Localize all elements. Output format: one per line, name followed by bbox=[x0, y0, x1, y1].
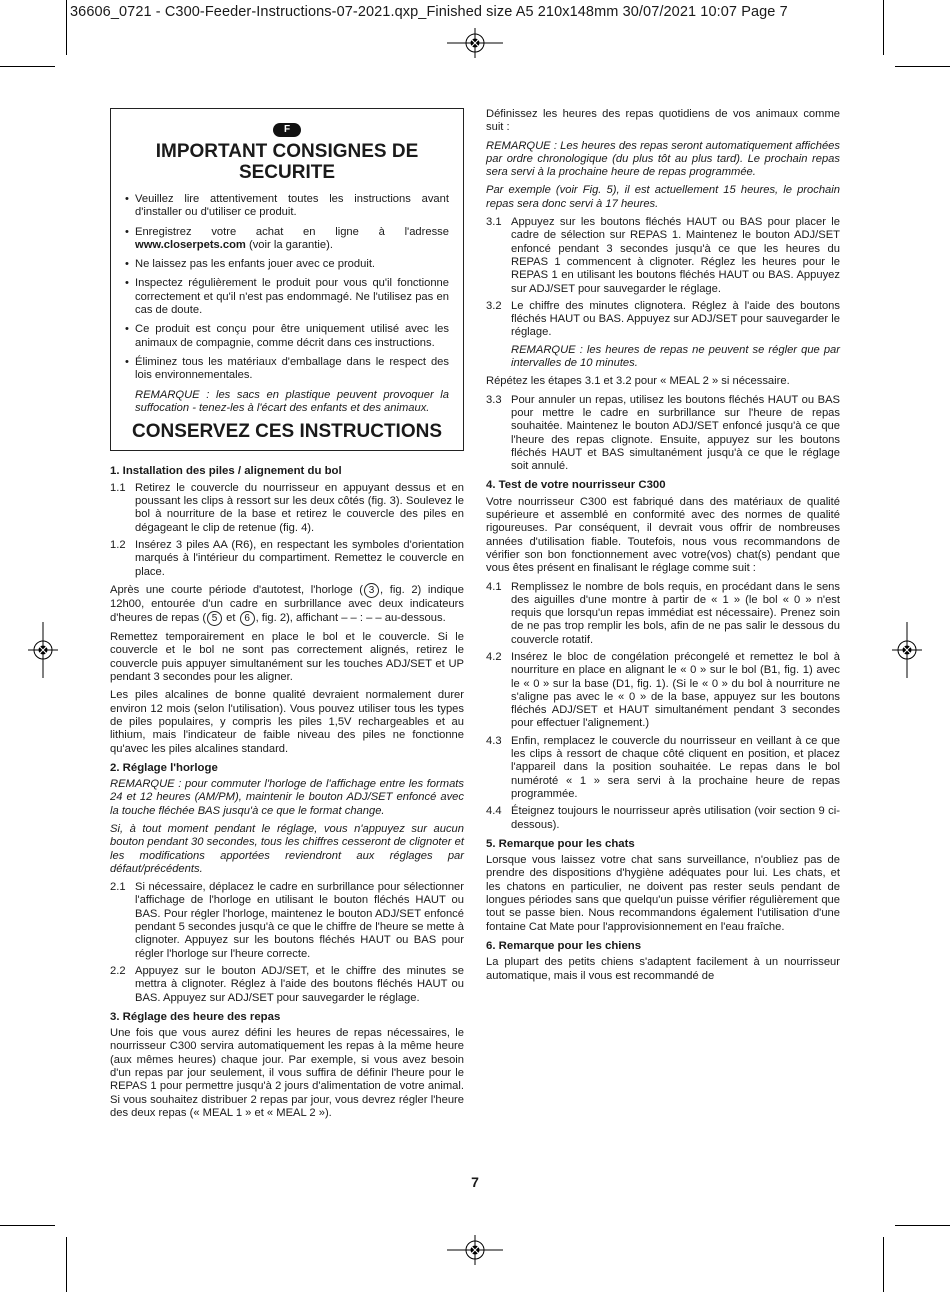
note: REMARQUE : les heures de repas ne peuvent se régler que par intervalles de 10 minutes. bbox=[511, 343, 840, 370]
note: REMARQUE : Les heures des repas seront automatiquement affichées par ordre chronologique (du plus tôt au plus tard). Le prochain repas sera servi à la prochaine heure de repas programmée. bbox=[486, 139, 840, 179]
safety-footer: CONSERVEZ CES INSTRUCTIONS bbox=[131, 421, 443, 443]
callout-number: 3 bbox=[364, 583, 379, 598]
safety-box bbox=[110, 108, 464, 451]
note: Par exemple (voir Fig. 5), il est actuellement 15 heures, le prochain repas sera donc servi à 17 heures. bbox=[486, 184, 840, 210]
crop-mark bbox=[895, 66, 950, 67]
numbered-item: 4.4 Éteignez toujours le nourrisseur après utilisation (voir section 9 ci-dessous). bbox=[486, 805, 840, 831]
print-slug: 36606_0721 - C300-Feeder-Instructions-07-2021.qxp_Finished size A5 210x148mm 30/07/2021 10:07 Page 7 bbox=[70, 4, 788, 20]
list-item: • Ne laissez pas les enfants jouer avec ce produit. bbox=[125, 258, 449, 271]
crop-mark bbox=[66, 1237, 67, 1292]
paragraph: Remettez temporairement en place le bol et le couvercle. Si le couvercle et le bol ne sont pas correctement alignés, retirez le couvercle puis appuyer simultanément sur les touches ADJ/SET et UP pendant 3 secondes pour les aligner. bbox=[110, 631, 464, 684]
crop-mark bbox=[0, 1225, 55, 1226]
list-item: • Ce produit est conçu pour être uniquement utilisé avec les animaux de compagnie, comme décrit dans ces instructions. bbox=[125, 323, 449, 350]
numbered-item: 3.3 Pour annuler un repas, utilisez les boutons fléchés HAUT ou BAS pour mettre le cadre en surbrillance sur l'heure de repas souhaitée. Maintenez le bouton ADJ/SET enfoncé jusqu'à ce que l'heure des repas clignote. Ensuite, appuyez sur les boutons fléchés HAUT et BAS simultanément jusqu'à ce que le réglage soit annulé. bbox=[486, 393, 840, 473]
list-item: • Inspectez régulièrement le produit pour vous qu'il fonctionne correctement et qu'il n'est pas endommagé. Ne l'utilisez pas en cas de doute. bbox=[125, 277, 449, 317]
registration-mark-icon bbox=[892, 622, 922, 678]
crop-mark bbox=[895, 1225, 950, 1226]
paragraph: La plupart des petits chiens s'adaptent facilement à un nourrisseur automatique, mais il vous est recommandé de bbox=[486, 956, 840, 982]
numbered-item: 3.1 Appuyez sur les boutons fléchés HAUT ou BAS pour placer le cadre de sélection sur REPAS 1. Maintenez le bouton ADJ/SET enfoncé pendant 3 secondes jusqu'à ce que les heures du REPAS 1 commencent à clignoter. Réglez les heures pour le REPAS 1 en utilisant les boutons fléchés HAUT ou BAS. Appuyez sur ADJ/SET pour sauvegarder le réglage. bbox=[486, 216, 840, 295]
language-badge: F bbox=[273, 123, 301, 137]
safety-note: REMARQUE : les sacs en plastique peuvent provoquer la suffocation - tenez-les à l'écart des enfants et des animaux. bbox=[135, 388, 449, 414]
numbered-item: 1.1 Retirez le couvercle du nourrisseur en appuyant dessus et en poussant les clips à ressort sur les deux côtés (fig. 3). Soulevez le bol à nourriture de la base et retirez le couvercle des piles en dégageant le clip de retenue (fig. 4). bbox=[110, 481, 464, 534]
list-item: • Enregistrez votre achat en ligne à l'adresse www.closerpets.com (voir la garantie). bbox=[125, 226, 449, 253]
paragraph: Votre nourrisseur C300 est fabriqué dans des matériaux de qualité supérieure et assemblé en conformité avec des normes de qualité rigoureuses. Par conséquent, il devrait vous offrir de nombreuses années d'utilisation fiable. Toutefois, nous vous recommandons de vérifier son bon fonctionnement avec votre(vos) chat(s) pendant que vous êtes présent en finalisant le réglage comme suit : bbox=[486, 495, 840, 575]
note: Si, à tout moment pendant le réglage, vous n'appuyez sur aucun bouton pendant 30 secondes, tous les chiffres cesseront de clignoter et les modifications apportées reviendront aux réglages par défaut/précédents. bbox=[110, 822, 464, 875]
paragraph: Les piles alcalines de bonne qualité devraient normalement durer environ 12 mois (selon l'utilisation). Vous pouvez utiliser tous les types de piles populaires, y compris les piles 1,5V rechargeables et au lithium, mais l'indicateur de faible niveau des piles ne fonctionne qu'avec les piles alcalines standard. bbox=[110, 689, 464, 755]
list-item: • Veuillez lire attentivement toutes les instructions avant d'installer ou d'utiliser ce produit. bbox=[125, 193, 449, 220]
page-number: 7 bbox=[471, 1174, 479, 1190]
crop-mark bbox=[0, 66, 55, 67]
callout-number: 6 bbox=[240, 611, 255, 626]
note: REMARQUE : pour commuter l'horloge de l'affichage entre les formats 24 et 12 heures (AM/PM), maintenir le bouton ADJ/SET enfoncé avec la touche fléchée BAS jusqu'à ce que le format change. bbox=[110, 778, 464, 817]
section-title: 1. Installation des piles / alignement du bol bbox=[110, 465, 342, 478]
crop-mark bbox=[883, 0, 884, 55]
numbered-item: 2.2 Appuyez sur le bouton ADJ/SET, et le chiffre des minutes se mettra à clignoter. Réglez à l'aide des boutons fléchés HAUT ou BAS. Appuyez sur ADJ/SET pour sauvegarder le réglage. bbox=[110, 964, 464, 1004]
paragraph: Définissez les heures des repas quotidiens de vos animaux comme suit : bbox=[486, 108, 840, 134]
registration-mark-icon bbox=[447, 28, 503, 58]
numbered-item: 4.1 Remplissez le nombre de bols requis, en procédant dans le sens des aiguilles d'une montre à partir de « 1 » (le bol « 0 » n'est requis que lorsqu'un repas immédiat est nécessaire). Prenez soin de ne pas trop remplir les bols, afin de ne pas salir le dessous du couvercle rotatif. bbox=[486, 580, 840, 646]
section-title: 2. Réglage l'horloge bbox=[110, 761, 218, 774]
numbered-item: 4.3 Enfin, remplacez le couvercle du nourrisseur en veillant à ce que les clips à ressort de chaque côté cliquent en position, et placez l'appareil dans la position souhaitée. Le repas dans le bol numéroté « 1 » sera servi à la prochaine heure de repas programmée. bbox=[486, 734, 840, 800]
website-link: www.closerpets.com bbox=[135, 238, 246, 251]
section-title: 5. Remarque pour les chats bbox=[486, 837, 635, 850]
section-title: 4. Test de votre nourrisseur C300 bbox=[486, 479, 666, 492]
callout-number: 5 bbox=[207, 611, 222, 626]
right-column bbox=[486, 108, 840, 988]
registration-mark-icon bbox=[447, 1235, 503, 1265]
safety-title: IMPORTANT CONSIGNES DE SECURITE bbox=[155, 141, 419, 183]
registration-mark-icon bbox=[28, 622, 58, 678]
list-item: • Éliminez tous les matériaux d'emballage dans le respect des lois environnementales. bbox=[125, 356, 449, 383]
paragraph: Après une courte période d'autotest, l'horloge ( 3 , fig. 2) indique 12h00, entourée d'un cadre en surbrillance avec deux indicateurs d'heures de repas ( 5 et 6 , fig. 2), affichant – – : – – au-dessous. bbox=[110, 583, 464, 625]
section-title: 6. Remarque pour les chiens bbox=[486, 939, 642, 952]
crop-mark bbox=[66, 0, 67, 55]
numbered-item: 1.2 Insérez 3 piles AA (R6), en respectant les symboles d'orientation marqués à l'intérieur du compartiment. Remettez le couvercle en place. bbox=[110, 538, 464, 578]
paragraph: Lorsque vous laissez votre chat sans surveillance, n'oubliez pas de prendre des dispositions d'hygiène adéquates pour lui. Les chats, et les chatons en particulier, ne doivent pas rester seuls pendant de longues périodes sans que quelqu'un puisse vérifier régulièrement que tout se passe bien. Nous recommandons également l'utilisation d'une fontaine Cat Mate pour l'approvisionnement en l'eau fraîche. bbox=[486, 854, 840, 933]
crop-mark bbox=[883, 1237, 884, 1292]
numbered-item: 2.1 Si nécessaire, déplacez le cadre en surbrillance pour sélectionner l'affichage de l'horloge en utilisant le bouton fléchés HAUT ou BAS. Pour régler l'horloge, maintenez le bouton ADJ/SET enfoncé pendant 5 secondes jusqu'à ce que le chiffre de l'heure se mette à clignoter. Appuyez sur les boutons fléchés HAUT ou BAS pour régler l'horloge sur l'heure correcte. bbox=[110, 881, 464, 960]
numbered-item: 3.2 Le chiffre des minutes clignotera. Réglez à l'aide des boutons fléchés HAUT ou BAS. Appuyez sur ADJ/SET pour sauvegarder le réglage. bbox=[486, 299, 840, 339]
numbered-item: 4.2 Insérez le bloc de congélation précongelé et remettez le bol à nourriture en place en alignant le « 0 » sur le bol (B1, fig. 1) avec le « 0 » sur la base (D1, fig. 1). (Si le « 0 » du bol à nourriture ne s'aligne pas avec le « 0 » de la base, appuyez sur les boutons fléchés ADJ/SET et HAUT simultanément pendant 3 secondes pour effectuer l'alignement.) bbox=[486, 650, 840, 730]
section-title: 3. Réglage des heure des repas bbox=[110, 1010, 281, 1023]
safety-list bbox=[125, 193, 449, 383]
paragraph: Répétez les étapes 3.1 et 3.2 pour « MEAL 2 » si nécessaire. bbox=[486, 375, 790, 388]
paragraph: Une fois que vous aurez défini les heures de repas nécessaires, le nourrisseur C300 servira automatiquement les repas à la même heure (aux mêmes heures) chaque jour. Par exemple, si vous avez besoin d'un repas par jour seulement, il vous suffira de définir l'heure pour le REPAS 1 pour permettre jusqu'à 2 jours d'alimentation de votre animal. Si vous souhaitez distribuer 2 repas par jour, vous devrez régler l'heure des deux repas (« MEAL 1 » et « MEAL 2 »). bbox=[110, 1027, 464, 1119]
left-column bbox=[110, 108, 464, 1125]
